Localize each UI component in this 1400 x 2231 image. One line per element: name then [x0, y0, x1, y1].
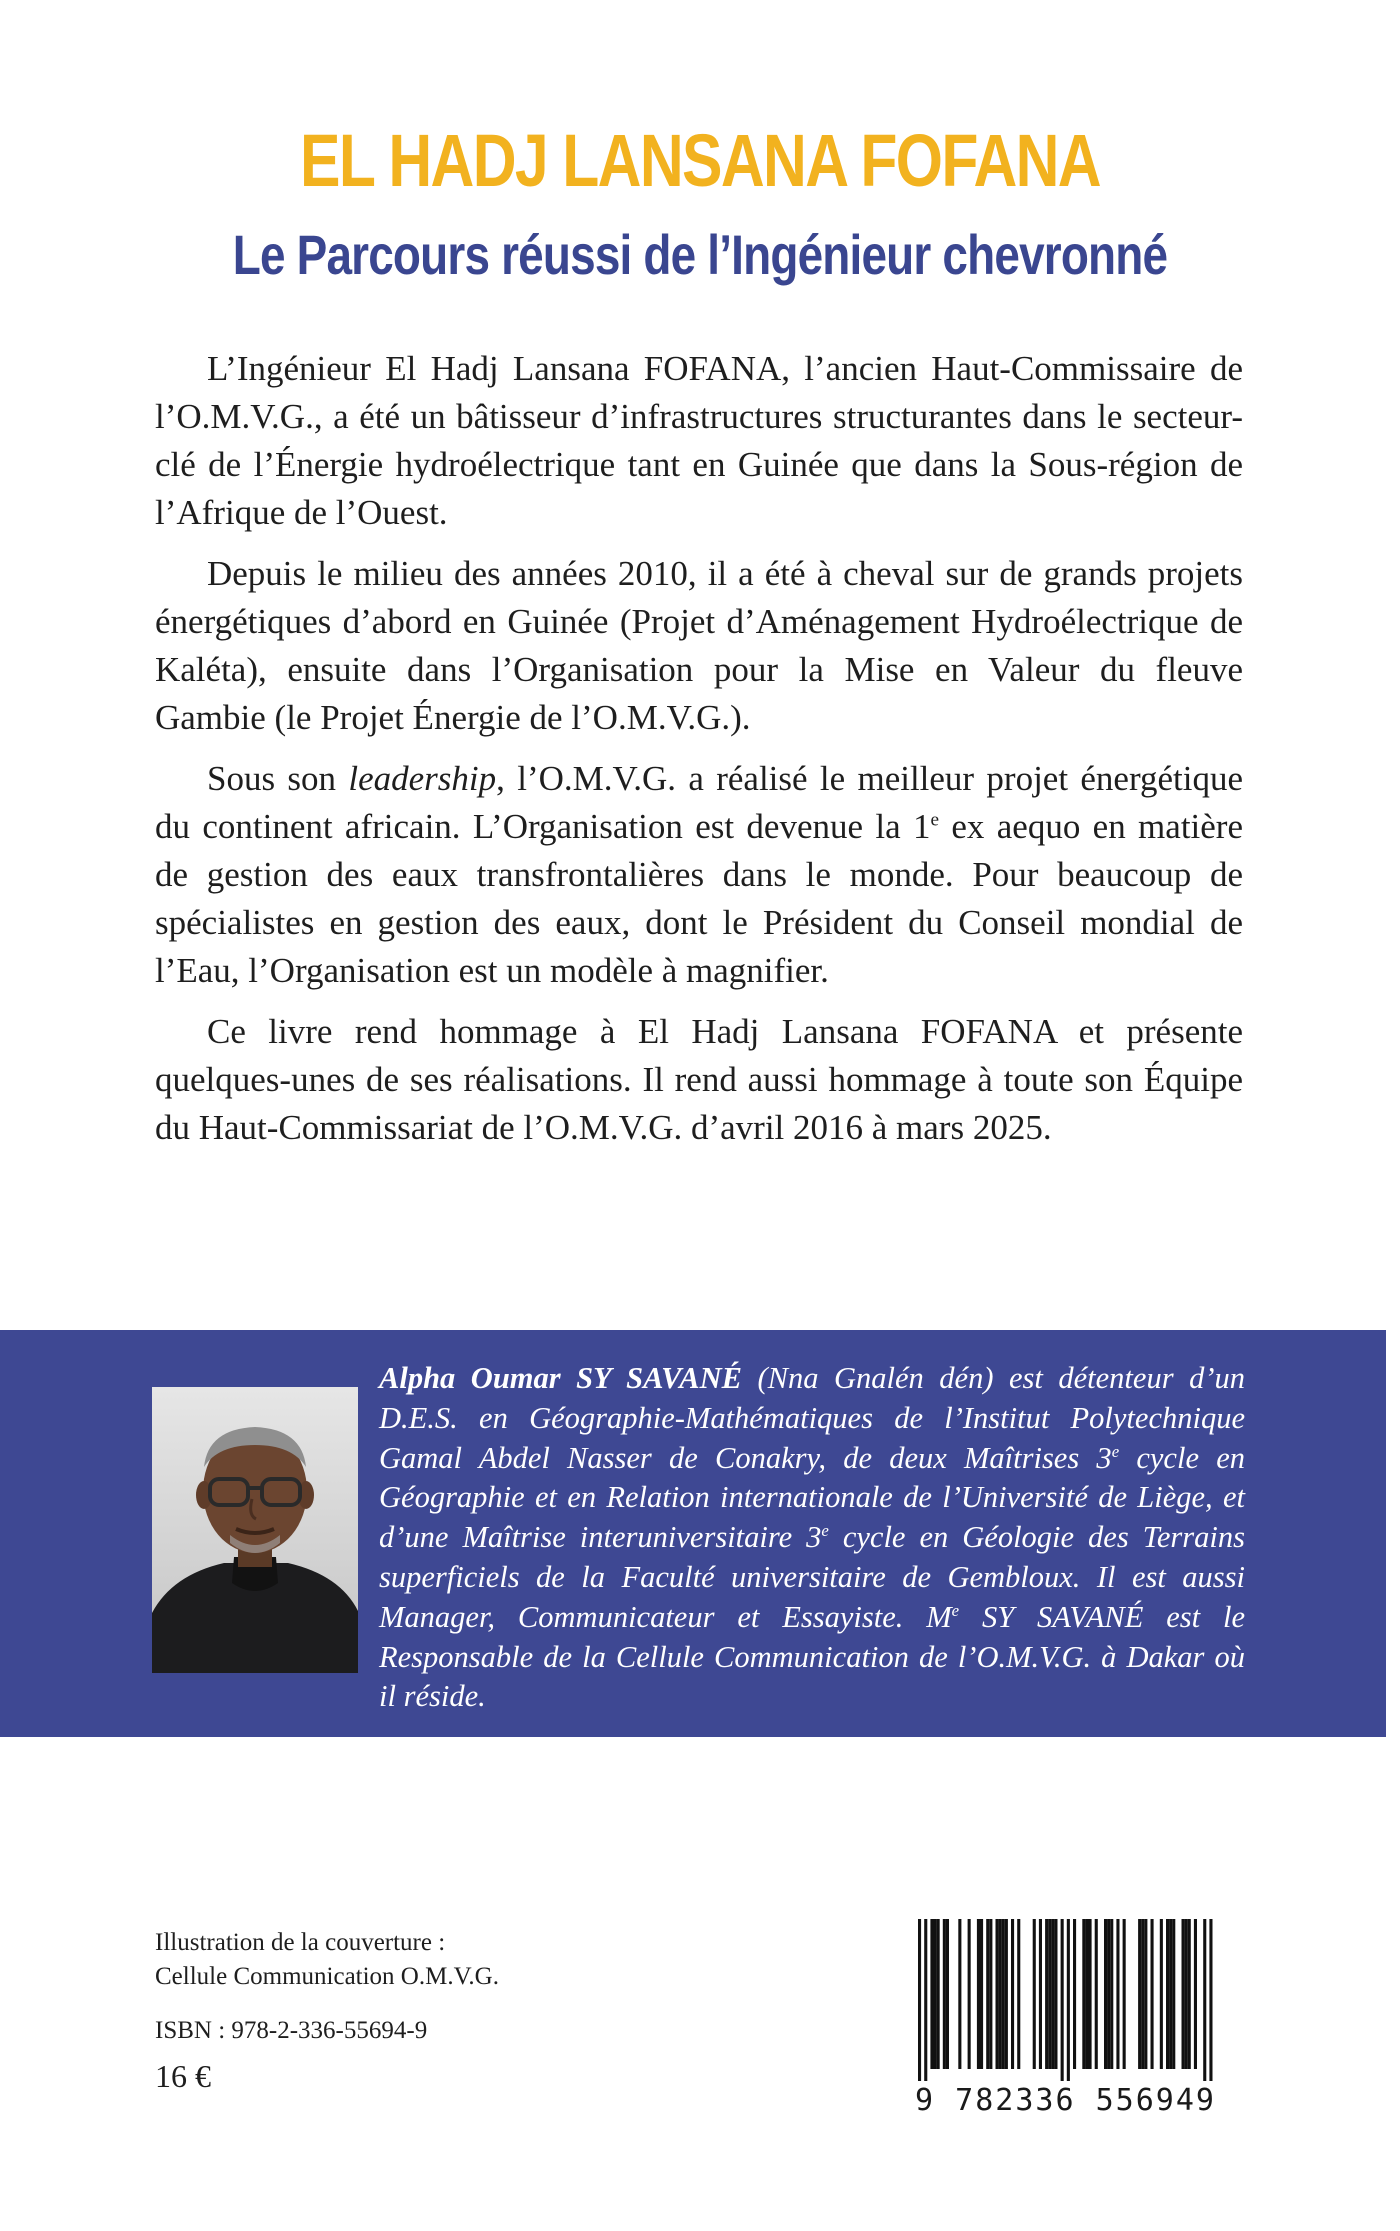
author-bio-part-1: (Nna Gnalén dén) est détenteur d’un D.E.S. en Géographie-Mathématiques de l’Institut Polytechnique Gamal Abdel Nasser de Conakry, de deux Maîtrises 3	[379, 1361, 1245, 1475]
book-subtitle: Le Parcours réussi de l’Ingénieur chevronné	[232, 223, 1168, 286]
barcode-bar	[943, 1919, 946, 2069]
barcode-bar	[1039, 1919, 1042, 2069]
barcode-bar	[1033, 1919, 1036, 2069]
leadership-emphasis: leadership	[348, 759, 497, 798]
publication-info	[155, 1926, 499, 2098]
barcode-bar	[1045, 1919, 1048, 2069]
blurb-p3-part-c: ex aequo en matière de gestion des eaux transfrontalières dans le monde. Pour beaucoup de spécialistes en gestion des eaux, dont le Président du Conseil mondial de l’Eau, l’Organisation est un modèle à magnifier.	[155, 807, 1243, 990]
barcode-bar	[1073, 1919, 1076, 2069]
barcode-bar	[1048, 1919, 1051, 2069]
blurb-paragraph-1: L’Ingénieur El Hadj Lansana FOFANA, l’ancien Haut-Commissaire de l’O.M.V.G., a été un bâtisseur d’infrastructures structurantes dans le secteur-clé de l’Énergie hydroélectrique tant en Guinée que dans la Sous-région de l’Afrique de l’Ouest.	[155, 349, 1243, 532]
book-title: EL HADJ LANSANA FOFANA	[299, 119, 1100, 202]
barcode-bar	[1166, 1919, 1169, 2069]
cover-credit-line-2: Cellule Communication O.M.V.G.	[155, 1963, 499, 1990]
bio-superscript-2: e	[821, 1521, 829, 1541]
bio-superscript-1: e	[1111, 1441, 1120, 1461]
blurb-p3-part-a: Sous son	[207, 759, 349, 798]
barcode-bar	[1169, 1919, 1172, 2069]
author-bio	[379, 1359, 1245, 1717]
barcode-bar	[1116, 1919, 1119, 2069]
barcode-bar	[937, 1919, 940, 2069]
barcode-bar	[989, 1919, 992, 2069]
barcode-bar	[980, 1919, 983, 2069]
blurb-paragraph-4: Ce livre rend hommage à El Hadj Lansana FOFANA et présente quelques-unes de ses réalisations. Il rend aussi hommage à toute son Équipe du Haut-Commissariat de l’O.M.V.G. d’avril 2016 à mars 2025.	[155, 1012, 1243, 1147]
barcode-bar	[986, 1919, 989, 2069]
barcode-bar	[934, 1919, 937, 2069]
barcode-bar	[1104, 1919, 1107, 2069]
barcode-bar	[1182, 1919, 1185, 2069]
bio-superscript-3: e	[951, 1600, 960, 1620]
barcode-bar	[1082, 1919, 1085, 2069]
barcode-bar	[1141, 1919, 1144, 2069]
author-bio-part-3: cycle en Géologie des Terrains superficiels de la Faculté universitaire de Gembloux. Il est aussi Manager, Communicateur et Essayiste. M	[379, 1520, 1245, 1634]
barcode-bars	[893, 1919, 1238, 2084]
barcode-bar	[1188, 1919, 1191, 2069]
barcode-bar	[999, 1919, 1002, 2069]
barcode-bar	[1151, 1919, 1154, 2069]
blurb-paragraph-3	[155, 755, 1243, 995]
isbn: ISBN : 978-2-336-55694-9	[155, 2017, 428, 2044]
barcode-bar	[1061, 1919, 1064, 2081]
barcode-bar	[1017, 1919, 1020, 2069]
blurb-p3-part-b: , l’O.M.V.G. a réalisé le meilleur projet énergétique du continent africain. L’Organisation est devenue la 1	[155, 759, 1243, 846]
author-bio-part-2: cycle en Géographie et en Relation internationale de l’Université de Liège, et d’une Maîtrise interuniversitaire 3	[379, 1440, 1245, 1555]
barcode-bar	[1138, 1919, 1141, 2069]
barcode-bar	[930, 1919, 933, 2069]
blurb	[155, 345, 1243, 1165]
barcode-bar	[1085, 1919, 1088, 2069]
barcode-bar	[968, 1919, 971, 2069]
barcode-bar	[1209, 1919, 1212, 2081]
barcode-bar	[1095, 1919, 1098, 2069]
barcode-bar	[1089, 1919, 1092, 2069]
barcode-bar	[1005, 1919, 1008, 2069]
barcode-bar	[924, 1919, 927, 2081]
author-bio-part-4: SY SAVANÉ est le Responsable de la Cellule Communication de l’O.M.V.G. à Dakar où il réside.	[379, 1599, 1246, 1714]
barcode-bar	[1011, 1919, 1014, 2069]
ordinal-superscript: e	[930, 809, 940, 831]
barcode-bar	[1051, 1919, 1054, 2069]
author-photo	[152, 1387, 358, 1673]
barcode	[893, 1919, 1238, 2119]
barcode-bar	[1054, 1919, 1057, 2069]
author-name: Alpha Oumar SY SAVANÉ	[379, 1361, 742, 1395]
author-panel	[0, 1330, 1386, 1737]
cover-credit-line-1: Illustration de la couverture :	[155, 1929, 446, 1956]
barcode-bar	[977, 1919, 980, 2069]
barcode-bar	[1185, 1919, 1188, 2069]
barcode-bar	[958, 1919, 961, 2069]
barcode-bar	[946, 1919, 949, 2069]
barcode-bar	[1002, 1919, 1005, 2069]
barcode-bar	[1194, 1919, 1197, 2069]
barcode-bar	[1123, 1919, 1126, 2069]
barcode-bar	[1110, 1919, 1113, 2069]
barcode-bar	[996, 1919, 999, 2069]
barcode-bar	[1172, 1919, 1175, 2069]
barcode-bar	[1067, 1919, 1070, 2081]
barcode-bar	[1107, 1919, 1110, 2069]
price: 16 €	[155, 2058, 211, 2094]
barcode-digits: 9 782336 556949	[915, 2083, 1216, 2118]
barcode-bar	[1160, 1919, 1163, 2069]
blurb-paragraph-2: Depuis le milieu des années 2010, il a été à cheval sur de grands projets énergétiques d’abord en Guinée (Projet d’Aménagement Hydroélectrique de Kaléta), ensuite dans l’Organisation pour la Mise en Valeur du fleuve Gambie (le Projet Énergie de l’O.M.V.G.).	[155, 554, 1243, 737]
author-portrait-illustration	[152, 1387, 358, 1673]
barcode-bar	[918, 1919, 921, 2081]
barcode-bar	[1144, 1919, 1147, 2069]
barcode-bar	[1203, 1919, 1206, 2081]
